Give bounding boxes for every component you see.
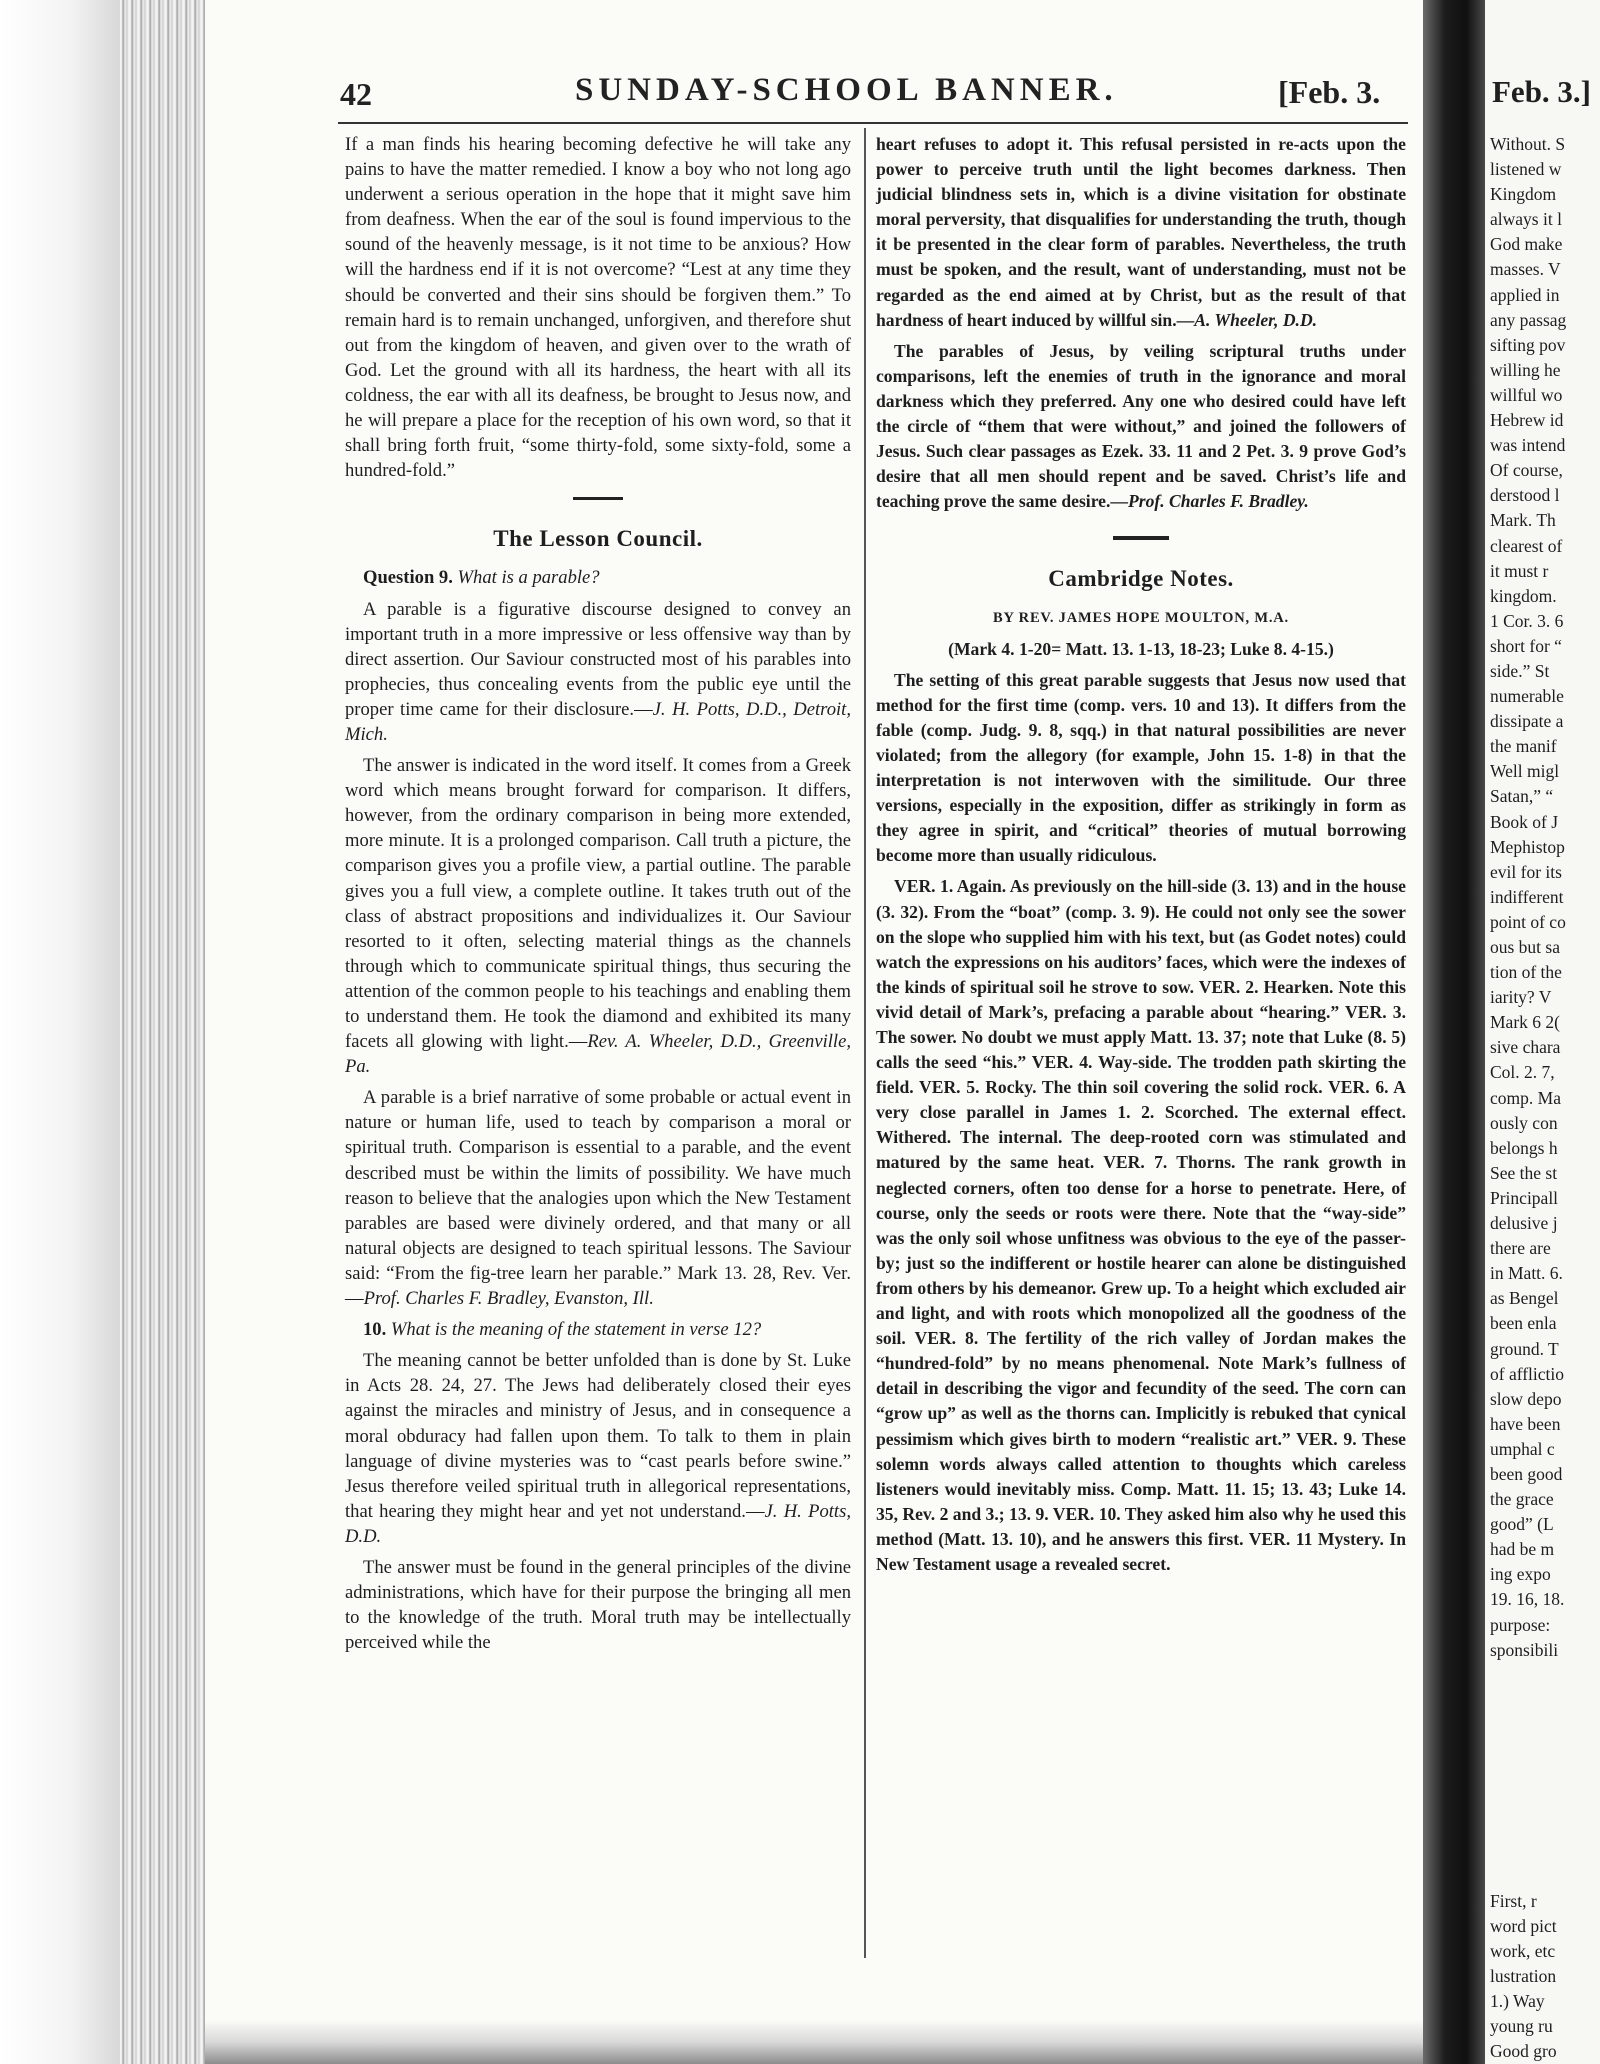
facing-page-line: Mephistop bbox=[1490, 836, 1565, 857]
facing-page-line: had be m bbox=[1490, 1539, 1555, 1560]
facing-page-line: tion of the bbox=[1490, 962, 1562, 983]
facing-page-line: sive chara bbox=[1490, 1037, 1561, 1058]
section-divider bbox=[1113, 536, 1169, 540]
scripture-references: (Mark 4. 1-20= Matt. 13. 1-13, 18-23; Luke 8. 4-15.) bbox=[948, 638, 1334, 659]
facing-page-gap bbox=[1490, 1663, 1600, 1889]
page-number: 42 bbox=[340, 76, 372, 112]
facing-page-line: comp. Ma bbox=[1490, 1087, 1561, 1108]
facing-page-line: dissipate a bbox=[1490, 711, 1564, 732]
notes-paragraph: VER. 1. Again. As previously on the hill-side (3. 13) and in the house (3. 32). From the “boat” (comp. 3. 9). He could not only see the sower on the slope who supplied him with his text, but (as Godet notes) could watch the expressions on his auditors’ faces, which were the indexes of the kinds of spiritual soil he strove to sow. VER. 2. Hearken. Note this vivid detail of Mark’s, prefacing a parable about “hearing.” VER. 3. The sower. No doubt we must apply Matt. 13. 37; note that Luke (8. 5) calls the seed “his.” VER. 4. Way-side. The trodden path skirting the field. VER. 5. Rocky. The thin soil covering the solid rock. VER. 6. A very close parallel in James 1. 2. Scorched. The external effect. Withered. The internal. The deep-rooted corn was stimulated and matured by the same heat. VER. 7. Thorns. The rank growth in neglected corners, often too dense for a horse to penetrate. Here, of course, only the seeds or roots were there. Note that the “way-side” was the only soil whose unfitness was obvious to the eye of the passer-by; just so the indifferent or hostile hearer can alone be distinguished from others by his demeanor. Grew up. To a height which excluded air and light, and with roots which monopolized all the goodness of the soil. VER. 8. The fertility of the rich valley of Jordan makes the “hundred-fold” by no means phenomenal. Note Mark’s fullness of detail in describing the vigor and fecundity of the seed. The corn can “grow up” as well as the thorns can. Implicitly is rebuked that cynical pessimism which gives birth to modern “realistic art.” VER. 9. These solemn words always called attention to thoughts which careless listeners would inevitably miss. Comp. Matt. 11. 15; 13. 43; Luke 14. 35, Rev. 2 and 3.; 13. 9. VER. 10. They asked him also why he used this method (Matt. 13. 10), and he answers this first. VER. 11 Mystery. In New Testament usage a revealed secret. bbox=[876, 876, 1406, 1574]
question-label: Question 9. bbox=[363, 567, 453, 589]
answer-signature: Rev. A. Wheeler, D.D., Greenville, Pa. bbox=[345, 1031, 851, 1078]
facing-page-line: evil for its bbox=[1490, 861, 1562, 882]
header-rule bbox=[338, 122, 1408, 124]
paragraph-text: heart refuses to adopt it. This refusal persisted in re-acts upon the power to perceive truth until the light becomes darkness. Then judicial blindness sets in, which is a divine visitation for obstinate moral perversity, that disqualifies for understanding the truth, though it be presented in the clear form of parables. Nevertheless, the truth must be spoken, and the result, want of understanding, must not be regarded as the end aimed at by Christ, but as the result of that hardness of heart induced by willful sin.— bbox=[876, 134, 1406, 330]
facing-page-line: side.” St bbox=[1490, 660, 1550, 681]
facing-page-line: have been bbox=[1490, 1413, 1561, 1434]
facing-page-line: slow depo bbox=[1490, 1388, 1562, 1409]
answer-text: The meaning cannot be better unfolded than is done by St. Luke in Acts 28. 24, 27. The Jews had deliberately closed their eyes against the miracles and ministry of Jesus, and in consequence a moral obduracy had fallen upon them. To talk to them in plain language of divine mysteries was to “cast pearls before swine.” Jesus therefore veiled spiritual truth in allegorical representations, that hearing they might hear and yet not understand.— bbox=[345, 1350, 851, 1522]
facing-page-line: kingdom. bbox=[1490, 585, 1557, 606]
answer-signature: J. H. Potts, D.D. bbox=[345, 1500, 851, 1547]
intro-paragraph: If a man finds his hearing becoming defective he will take any pains to have the matter remedied. I know a boy who not long ago underwent a serious operation in the hope that it might save him from deafness. When the ear of the soul is found impervious to the sound of the heavenly message, is it not time to be anxious? How will the hardness end if it is not overcome? “Lest at any time they should be converted and their sins should be forgiven them.” To remain hard is to remain unchanged, unforgiven, and therefore shut out from the kingdom of heaven, and given over to the wrath of God. Let the ground with all its hardness, the heart with all its coldness, the ear with all its deafness, be brought to Jesus now, and he will prepare a place for the reception of his own word, so that it shall bring forth fruit, “some thirty-fold, some sixty-fold, some a hundred-fold.” bbox=[345, 134, 851, 482]
facing-page-line: it must r bbox=[1490, 560, 1549, 581]
facing-page-line: Mark. Th bbox=[1490, 510, 1556, 531]
facing-page-line: Mark 6 2( bbox=[1490, 1012, 1560, 1033]
facing-page-line: in Matt. 6. bbox=[1490, 1263, 1563, 1284]
facing-page-line: 19. 16, 18. bbox=[1490, 1589, 1565, 1610]
answer-text: A parable is a figurative discourse designed to convey an important truth in a more impressive or less offensive way than by direct assertion. Our Saviour constructed most of his parables into prophecies, thus concealing events from the public eye until the proper time came for their disclosure.— bbox=[345, 598, 851, 720]
answer-signature: J. H. Potts, D.D., Detroit, Mich. bbox=[345, 698, 851, 745]
facing-page-date: Feb. 3.] bbox=[1492, 74, 1592, 109]
masthead-title: SUNDAY-SCHOOL BANNER. bbox=[575, 72, 1118, 108]
facing-page-line: clearest of bbox=[1490, 535, 1563, 556]
facing-page-line: ous but sa bbox=[1490, 937, 1560, 957]
facing-page-line: been enla bbox=[1490, 1313, 1557, 1334]
facing-page-line: applied in bbox=[1490, 284, 1560, 305]
question-9 bbox=[345, 565, 851, 590]
facing-page-line: umphal c bbox=[1490, 1438, 1555, 1459]
facing-page-line: point of co bbox=[1490, 911, 1566, 932]
answer-paragraph bbox=[345, 597, 851, 748]
facing-page-text bbox=[1490, 132, 1600, 2064]
facing-page-line: the grace bbox=[1490, 1489, 1554, 1510]
facing-page-line: derstood l bbox=[1490, 485, 1560, 506]
facing-page-line: ously con bbox=[1490, 1112, 1558, 1133]
question-text: What is the meaning of the statement in verse 12? bbox=[390, 1319, 762, 1341]
answer-signature: A. Wheeler, D.D. bbox=[1194, 309, 1318, 330]
facing-page-line: been good bbox=[1490, 1463, 1563, 1484]
facing-page-line: willful wo bbox=[1490, 384, 1563, 405]
left-column bbox=[345, 132, 851, 1655]
question-text: What is a parable? bbox=[457, 567, 600, 589]
author-byline: BY REV. JAMES HOPE MOULTON, M.A. bbox=[993, 609, 1289, 626]
facing-page-line: work, etc bbox=[1490, 1940, 1556, 1961]
facing-page-line: Of course, bbox=[1490, 460, 1563, 481]
answer-text: A parable is a brief narrative of some probable or actual event in nature or human life, used to teach by comparison a moral or spiritual truth. Comparison is essential to a parable, and the event described must be within the limits of possibility. We have much reason to believe that the analogies upon which the New Testament parables are based were divinely ordered, and that many or all natural objects are designed to teach spiritual lessons. The Saviour said: “From the fig-tree learn her parable.” Mark 13. 28, Rev. Ver.— bbox=[345, 1087, 851, 1310]
paragraph-text: The parables of Jesus, by veiling scriptural truths under comparisons, left the enemies of truth in the ignorance and moral darkness which they preferred. Any one who desired could have left the circle of “them that were without,” and joined the followers of Jesus. Such clear passages as Ezek. 33. 11 and 2 Pet. 3. 9 prove God’s desire that all men should repent and be saved. Christ’s life and teaching prove the same desire.— bbox=[876, 340, 1406, 512]
facing-page-line: ing expo bbox=[1490, 1564, 1551, 1585]
facing-page-line: 1 Cor. 3. 6 bbox=[1490, 610, 1564, 631]
right-column bbox=[876, 132, 1406, 1577]
question-10 bbox=[345, 1317, 851, 1342]
facing-page-line: Well migl bbox=[1490, 761, 1560, 782]
page-bottom-edge bbox=[205, 2020, 1423, 2064]
column-rule bbox=[864, 128, 866, 1958]
facing-page-line: Satan,” “ bbox=[1490, 786, 1554, 807]
section-title-cambridge-notes: Cambridge Notes. bbox=[1048, 566, 1234, 592]
facing-page-line: indifferent bbox=[1490, 886, 1564, 907]
answer-paragraph bbox=[345, 753, 851, 1079]
facing-page-line: ground. T bbox=[1490, 1338, 1559, 1359]
answer-paragraph bbox=[345, 1348, 851, 1549]
facing-page-line: purpose: bbox=[1490, 1614, 1551, 1635]
header-date: [Feb. 3. bbox=[1278, 74, 1381, 110]
answer-paragraph: The answer must be found in the general principles of the divine administrations, which have for their purpose the bringing all men to the knowledge of the truth. Moral truth may be intellectually perceived while the bbox=[345, 1556, 851, 1654]
facing-page-line: belongs h bbox=[1490, 1137, 1558, 1158]
section-divider bbox=[573, 497, 623, 500]
facing-page-line: Kingdom bbox=[1490, 184, 1557, 205]
facing-page-line: masses. V bbox=[1490, 259, 1561, 280]
question-label: 10. bbox=[363, 1319, 387, 1341]
facing-page-line: Good gro bbox=[1490, 2041, 1557, 2062]
facing-page-line: Hebrew id bbox=[1490, 410, 1564, 431]
facing-page-line: God make bbox=[1490, 234, 1563, 255]
facing-page-line: of afflictio bbox=[1490, 1363, 1565, 1384]
facing-page-line: First, r bbox=[1490, 1890, 1537, 1911]
facing-page-line: was intend bbox=[1490, 435, 1566, 456]
facing-page-line: willing he bbox=[1490, 359, 1561, 380]
answer-paragraph bbox=[876, 339, 1406, 515]
facing-page-line: 1.) Way bbox=[1490, 1991, 1545, 2012]
facing-page-line: Book of J bbox=[1490, 811, 1559, 832]
page-shadow bbox=[0, 0, 120, 2064]
facing-page-line: any passag bbox=[1490, 309, 1567, 330]
facing-page-line: as Bengel bbox=[1490, 1288, 1559, 1309]
facing-page-line: sponsibili bbox=[1490, 1639, 1559, 1660]
facing-page-line: Without. S bbox=[1490, 134, 1566, 154]
book-page-edges bbox=[120, 0, 210, 2064]
facing-page-line: lustration bbox=[1490, 1966, 1557, 1986]
facing-page-line: young ru bbox=[1490, 2016, 1553, 2037]
facing-page-line: delusive j bbox=[1490, 1213, 1558, 1234]
continued-paragraph bbox=[876, 132, 1406, 333]
facing-page-line: short for “ bbox=[1490, 635, 1562, 656]
facing-page-line: there are bbox=[1490, 1238, 1551, 1259]
facing-page-line: iarity? V bbox=[1490, 987, 1552, 1008]
facing-page-line: Principall bbox=[1490, 1187, 1559, 1208]
facing-page-line: sifting pov bbox=[1490, 334, 1566, 355]
facing-page-line: See the st bbox=[1490, 1162, 1558, 1183]
facing-page-line: good” (L bbox=[1490, 1514, 1554, 1535]
facing-page-line: the manif bbox=[1490, 736, 1557, 757]
notes-paragraph: The setting of this great parable suggests that Jesus now used that method for the first time (comp. vers. 10 and 13). It differs from the fable (comp. Judg. 9. 8, sqq.) in that natural possibilities are never violated; from the allegory (for example, John 15. 1-8) in that the interpretation is not interwoven with the similitude. Our three versions, especially in the exposition, differ as strikingly in form as they agree in spirit, and “critical” theories of mutual borrowing become more than usually ridiculous. bbox=[876, 669, 1406, 866]
answer-signature: Prof. Charles F. Bradley, Evanston, Ill. bbox=[363, 1288, 654, 1310]
facing-page-line: always it l bbox=[1490, 209, 1562, 230]
answer-paragraph bbox=[345, 1085, 851, 1311]
binding-gutter bbox=[1423, 0, 1485, 2064]
section-title-lesson-council: The Lesson Council. bbox=[493, 526, 703, 552]
facing-page-line: numerable bbox=[1490, 686, 1564, 707]
answer-signature: Prof. Charles F. Bradley. bbox=[1127, 491, 1309, 512]
facing-page-line: word pict bbox=[1490, 1915, 1557, 1936]
answer-text: The answer is indicated in the word itself. It comes from a Greek word which means brought forward for comparison. It differs, however, from the ordinary comparison in being more extended, more minute. It is a prolonged comparison. Call truth a picture, the comparison gives you a profile view, a partial outline. The parable gives you a full view, a complete outline. It takes truth out of the class of abstract propositions and individualizes it. Our Saviour resorted to it often, selecting material things as the channels through which to communicate spiritual things, thus securing the attention of the common people to his teachings and enabling them to understand them. He took the diamond and exhibited its many facets all glowing with light.— bbox=[345, 755, 851, 1053]
facing-page-line: listened w bbox=[1490, 159, 1562, 180]
facing-page-line: Col. 2. 7, bbox=[1490, 1062, 1555, 1083]
